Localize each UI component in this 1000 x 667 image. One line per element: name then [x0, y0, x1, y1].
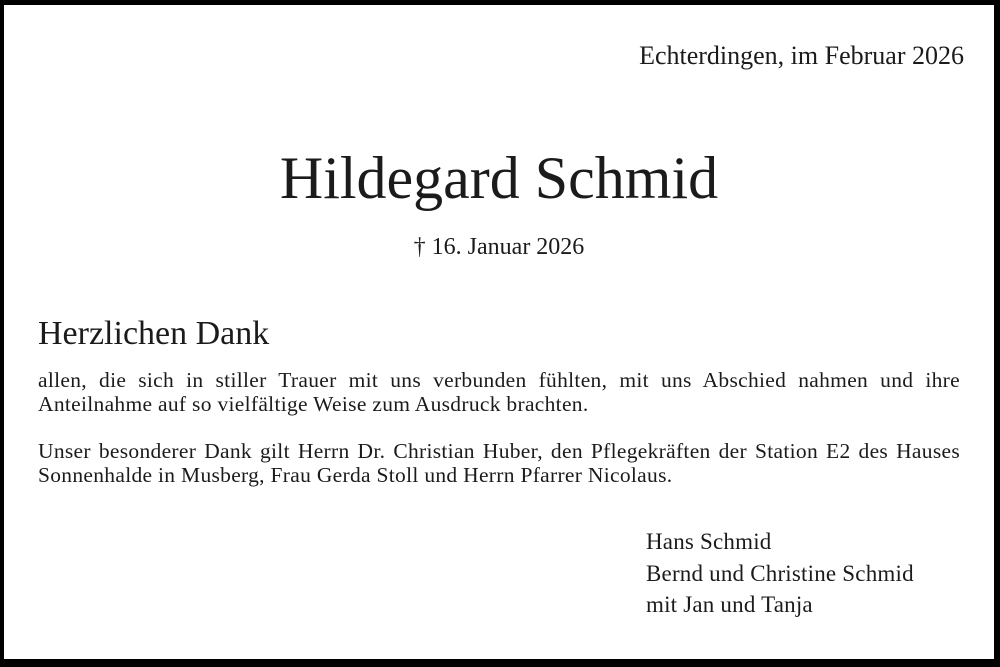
- thanks-paragraph: allen, die sich in stiller Trauer mit uns verbunden fühlten, mit uns Abschied nahmen und ihre Anteilnahme auf so vielfältige Weise zum Ausdruck brachten.: [38, 368, 960, 416]
- signature-line-1: Hans Schmid: [646, 529, 772, 554]
- place-date-line: Echterdingen, im Februar 2026: [639, 41, 964, 70]
- deceased-name: Hildegard Schmid: [279, 145, 719, 211]
- signature-line-2: Bernd und Christine Schmid: [646, 560, 914, 586]
- thanks-heading: Herzlichen Dank: [38, 315, 270, 352]
- signature-block: [646, 526, 914, 621]
- signature-line-3: mit Jan und Tanja: [646, 592, 813, 617]
- special-thanks-paragraph: Unser besonderer Dank gilt Herrn Dr. Christian Huber, den Pflegekräften der Station E2 des Hauses Sonnenhalde in Musberg, Frau Gerda Stoll und Herrn Pfarrer Nicolaus.: [38, 439, 960, 487]
- death-date: † 16. Januar 2026: [413, 234, 585, 260]
